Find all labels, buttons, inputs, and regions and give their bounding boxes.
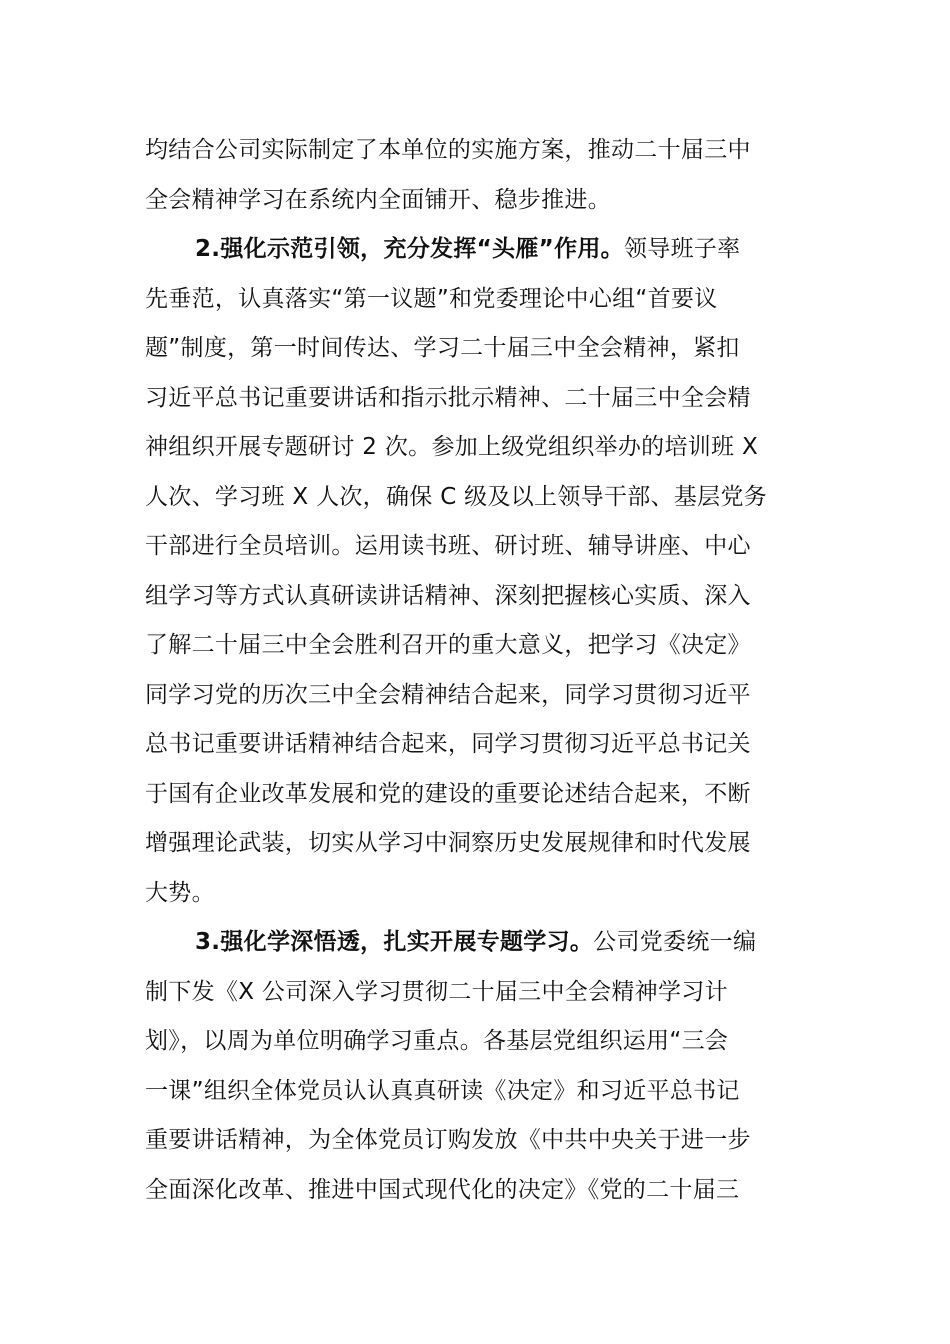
- text-run: 公司党委统一编: [593, 929, 757, 955]
- text-run: 领导班子率: [623, 236, 741, 262]
- text-line: 组学习等方式认真研读讲话精神、深刻把握核心实质、深入: [145, 582, 751, 609]
- paragraph-3: [145, 918, 795, 1215]
- text-line: 习近平总书记重要讲话和指示批示精神、二十届三中全会精: [145, 384, 751, 411]
- paragraph-2: [145, 225, 795, 918]
- text-line: 神组织开展专题研讨 2 次。参加上级党组织举办的培训班 X: [145, 434, 759, 460]
- text-line: 均结合公司实际制定了本单位的实施方案，推动二十届三中: [145, 137, 751, 163]
- text-line: 全面深化改革、推进中国式现代化的决定》《党的二十届三: [145, 1176, 740, 1203]
- text-line: 一课”组织全体党员认认真真研读《决定》和习近平总书记: [145, 1077, 740, 1104]
- section-heading: 2.强化示范引领，充分发挥“头雁”作用。: [195, 236, 624, 262]
- text-line: 人次、学习班 X 人次，确保 C 级及以上领导干部、基层党务: [145, 483, 768, 510]
- section-heading: 3.强化学深悟透，扎实开展专题学习。: [195, 929, 594, 955]
- text-line: 于国有企业改革发展和党的建设的重要论述结合起来，不断: [145, 780, 751, 807]
- paragraph-first-line: [145, 918, 795, 968]
- text-line: 全会精神学习在系统内全面铺开、稳步推进。: [145, 186, 611, 213]
- text-line: 增强理论武装，切实从学习中洞察历史发展规律和时代发展: [145, 830, 751, 856]
- text-line: 干部进行全员培训。运用读书班、研讨班、辅导讲座、中心: [145, 533, 751, 559]
- text-line: 划》，以周为单位明确学习重点。各基层党组织运用“三会: [145, 1028, 729, 1054]
- text-line: 先垂范，认真落实“第一议题”和党委理论中心组“首要议: [145, 285, 718, 312]
- text-line: 重要讲话精神，为全体党员订购发放《中共中央关于进一步: [145, 1127, 751, 1153]
- document-body: [145, 126, 795, 1215]
- paragraph-first-line: [145, 225, 795, 275]
- text-line: 题”制度，第一时间传达、学习二十届三中全会精神，紧扣: [145, 335, 740, 361]
- text-line: 了解二十届三中全会胜利召开的重大意义，把学习《决定》: [145, 632, 751, 658]
- text-line: 同学习党的历次三中全会精神结合起来，同学习贯彻习近平: [145, 681, 751, 708]
- text-line: 总书记重要讲话精神结合起来，同学习贯彻习近平总书记关: [145, 731, 751, 757]
- text-line: 制下发《X 公司深入学习贯彻二十届三中全会精神学习计: [145, 978, 728, 1005]
- text-line: 大势。: [145, 879, 215, 906]
- paragraph-1: [145, 126, 795, 225]
